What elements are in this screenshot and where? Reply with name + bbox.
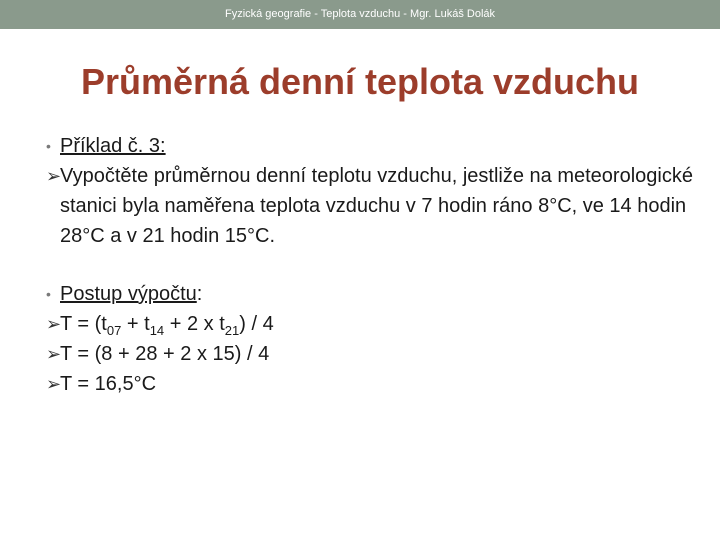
arrow-icon: ➢ xyxy=(46,374,62,394)
result: T = 16,5°C xyxy=(60,373,157,395)
procedure-label-suffix: : xyxy=(196,283,203,305)
slide-content xyxy=(46,131,696,399)
bullet-icon: • xyxy=(46,138,51,154)
arrow-icon: ➢ xyxy=(46,166,62,186)
example-label: Příklad č. 3: xyxy=(60,135,166,157)
procedure-label: Postup výpočtu xyxy=(60,283,197,305)
arrow-item-task xyxy=(46,161,696,251)
bullet-procedure-label xyxy=(46,279,696,309)
arrow-item-formula xyxy=(46,309,696,339)
header-bar xyxy=(0,0,720,29)
header-text: Fyzická geografie - Teplota vzduchu - Mgr. Lukáš Dolák xyxy=(224,8,496,20)
substitution: T = (8 + 28 + 2 x 15) / 4 xyxy=(60,343,270,365)
arrow-icon: ➢ xyxy=(46,314,62,334)
bullet-example-label xyxy=(46,131,696,161)
formula: $T = (t_{07} + t_{14} + 2$ x $t_{21}) / 4$ xyxy=(60,313,274,338)
bullet-icon: • xyxy=(46,286,51,302)
arrow-item-substitution xyxy=(46,339,696,369)
slide-title: Průměrná denní teplota vzduchu xyxy=(80,61,640,102)
example-task: Vypočtěte průměrnou denní teplotu vzduchu, jestliže na meteorologické stanici byla naměřena teplota vzduchu v 7 hodin ráno 8°C, ve 14 hodin 28°C a v 21 hodin 15°C. xyxy=(60,165,693,247)
arrow-item-result xyxy=(46,369,696,399)
arrow-icon: ➢ xyxy=(46,344,62,364)
